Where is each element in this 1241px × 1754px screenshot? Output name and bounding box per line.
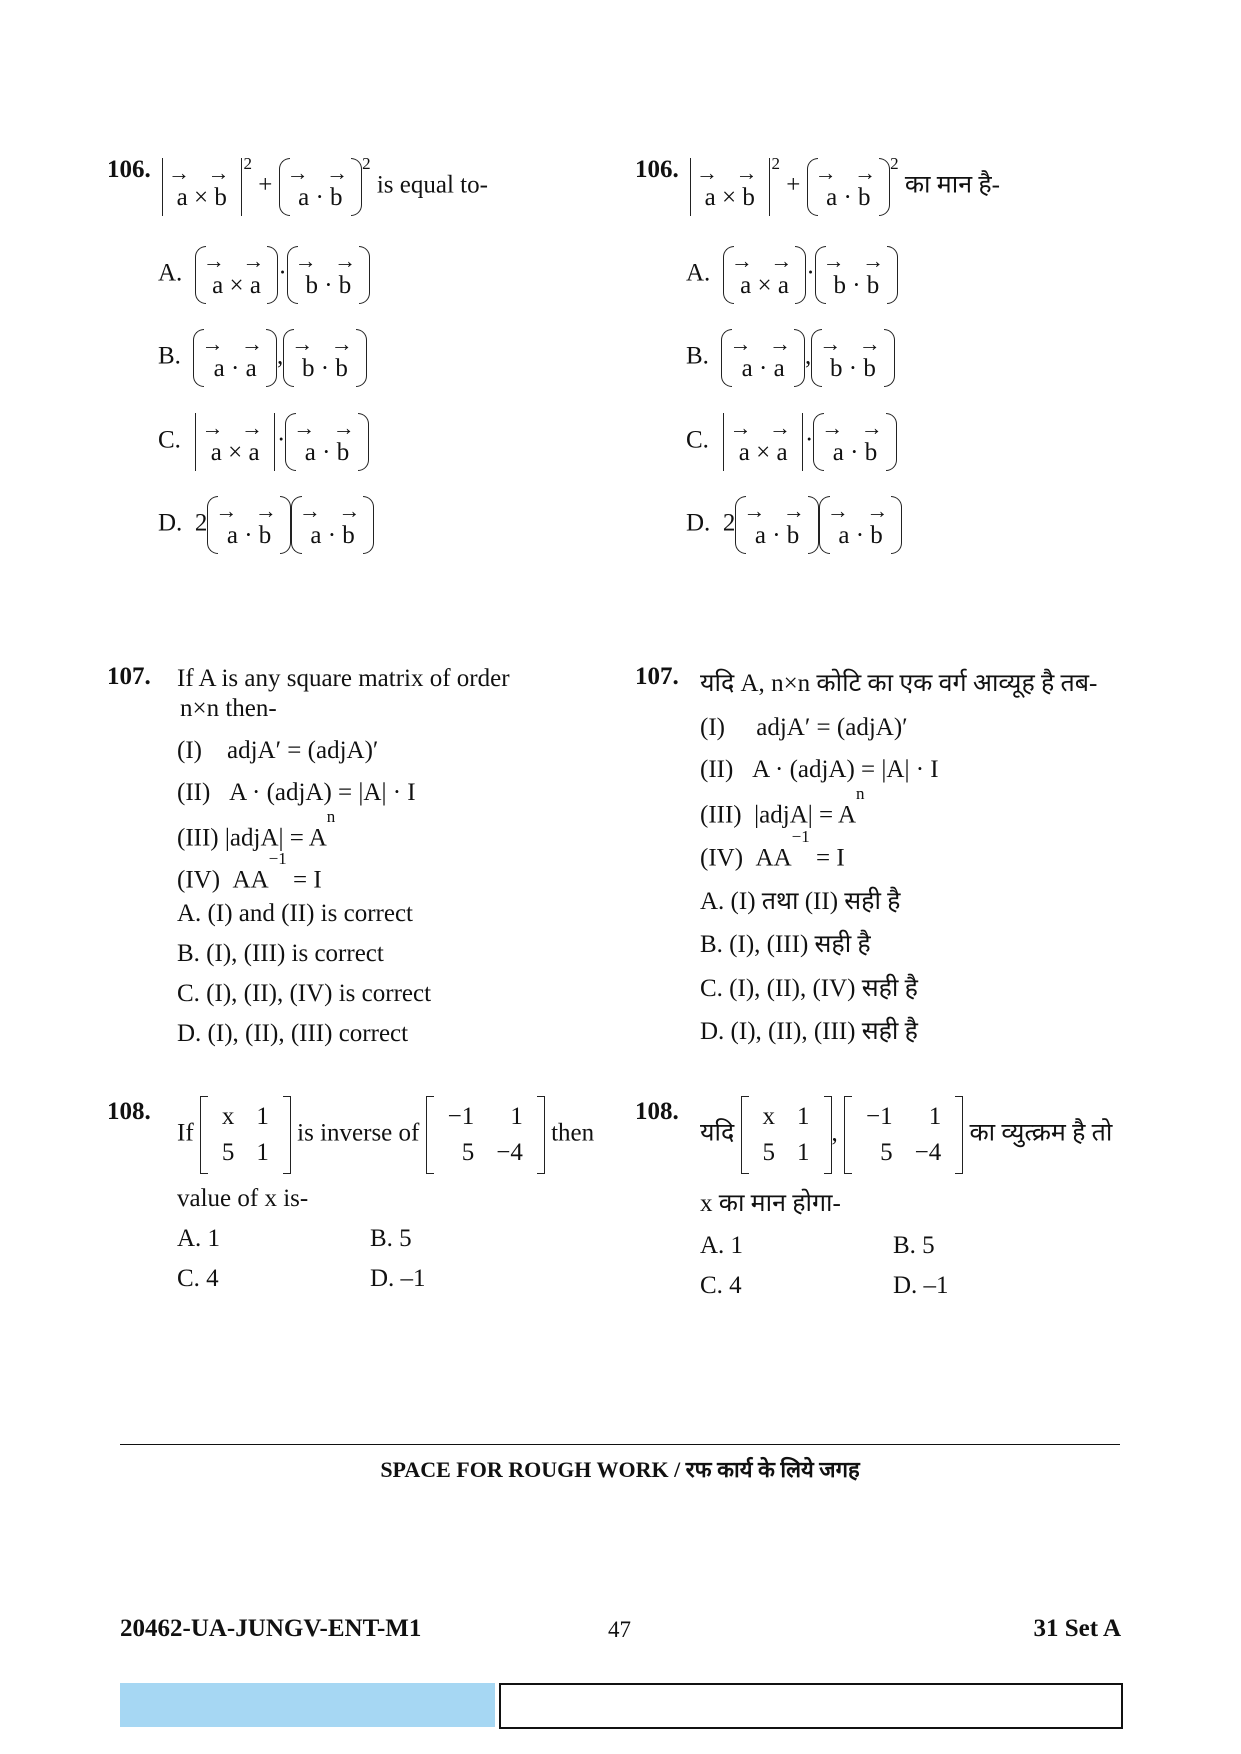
- q107-statement-4-hi: (IV) $AA^{-1} = I$: [700, 827, 845, 872]
- page-number: 47: [608, 1617, 631, 1642]
- q108-option-c: C. 4: [177, 1265, 219, 1292]
- q107-statement-1-hi: (I) adjA′ = (adjA)′: [700, 714, 908, 741]
- question-107-number-hi: 107.: [635, 663, 679, 690]
- question-107-stem: If A is any square matrix of order: [177, 665, 510, 692]
- q107-option-a-hi: A. (I) तथा (II) सही है: [700, 888, 901, 915]
- q106-option-b-hi: B. → → a · a , → → b · b: [686, 333, 895, 383]
- q107-option-b-hi: B. (I), (III) सही है: [700, 931, 871, 958]
- q107-option-d: D. (I), (II), (III) correct: [177, 1020, 409, 1047]
- q106-option-b: B. → → a · a , → → b · b: [158, 333, 367, 383]
- question-108-stem-hi: यदि x 1 5 1 , −1 1 5 −4 का व्युत्क्रम है तो: [700, 1098, 1112, 1172]
- question-108-tail-hi: x का मान होगा-: [700, 1190, 841, 1217]
- question-106-stem-hi: → → a × b $^2$ + → → a · b $^2$ का मान है-: [688, 162, 1000, 212]
- q107-option-c: C. (I), (II), (IV) is correct: [177, 980, 432, 1007]
- q107-statement-3: (III) |adjA| = $A^n$: [177, 807, 336, 852]
- q106-option-c-hi: C. → → a × a · → → a · b: [686, 417, 897, 467]
- q107-statement-3-hi: (III) |adjA| = $A^n$: [700, 784, 865, 829]
- question-107-stem-hi: यदि A, n×n कोटि का एक वर्ग आव्यूह है तब-: [700, 670, 1098, 697]
- q107-statement-1: (I) adjA′ = (adjA)′: [177, 737, 379, 764]
- q108-option-d-hi: D. –1: [893, 1272, 949, 1299]
- footer-empty-box: [499, 1683, 1123, 1729]
- question-106-stem-text-hi: का मान है-: [904, 171, 1000, 199]
- question-108-number-hi: 108.: [635, 1098, 679, 1125]
- q106-option-d: D. 2 → → a · b → → a · b: [158, 500, 374, 550]
- q107-option-a: A. (I) and (II) is correct: [177, 900, 413, 927]
- question-106-stem: → → a × b $^2$ + → → a · b $^2$ is equal to-: [160, 162, 488, 212]
- question-107-stem-order: n×n then-: [180, 695, 277, 722]
- q106-option-d-hi: D. 2 → → a · b → → a · b: [686, 500, 902, 550]
- q108-option-c-hi: C. 4: [700, 1272, 742, 1299]
- question-106-number: 106.: [107, 156, 151, 183]
- rough-work-divider: [120, 1444, 1120, 1445]
- q106-option-c: C. → → a × a · → → a · b: [158, 417, 369, 467]
- rough-work-label: SPACE FOR ROUGH WORK / रफ कार्य के लिये जगह: [380, 1457, 860, 1482]
- set-label: 31 Set A: [1033, 1615, 1121, 1642]
- paper-code: 20462-UA-JUNGV-ENT-M1: [120, 1615, 422, 1642]
- q107-statement-4: (IV) $AA^{-1} = I$: [177, 849, 322, 894]
- q107-statement-2-hi: (II) A · (adjA) = |A| · I: [700, 756, 939, 783]
- q107-option-d-hi: D. (I), (II), (III) सही है: [700, 1018, 918, 1045]
- question-108-tail: value of x is-: [177, 1185, 309, 1212]
- question-108-stem: If x 1 5 1 is inverse of −1 1 5 −4 then: [177, 1098, 594, 1172]
- q107-option-b: B. (I), (III) is correct: [177, 940, 384, 967]
- q107-option-c-hi: C. (I), (II), (IV) सही है: [700, 975, 918, 1002]
- q106-option-a: A. → → a × a · → → b · b: [158, 250, 370, 300]
- footer-blue-bar: [120, 1683, 495, 1727]
- q108-option-b-hi: B. 5: [893, 1232, 935, 1259]
- q108-option-a: A. 1: [177, 1225, 221, 1252]
- cross-product-magnitude: → → a × b: [160, 162, 244, 212]
- q106-option-a-hi: A. → → a × a · → → b · b: [686, 250, 898, 300]
- question-106-number-hi: 106.: [635, 156, 679, 183]
- question-106-stem-text: is equal to-: [376, 171, 488, 199]
- question-107-number: 107.: [107, 663, 151, 690]
- dot-product-paren: → → a · b: [279, 162, 363, 212]
- q108-option-d: D. –1: [370, 1265, 426, 1292]
- q108-option-b: B. 5: [370, 1225, 412, 1252]
- question-108-number: 108.: [107, 1098, 151, 1125]
- q108-option-a-hi: A. 1: [700, 1232, 744, 1259]
- q107-statement-2: (II) A · (adjA) = |A| · I: [177, 779, 416, 806]
